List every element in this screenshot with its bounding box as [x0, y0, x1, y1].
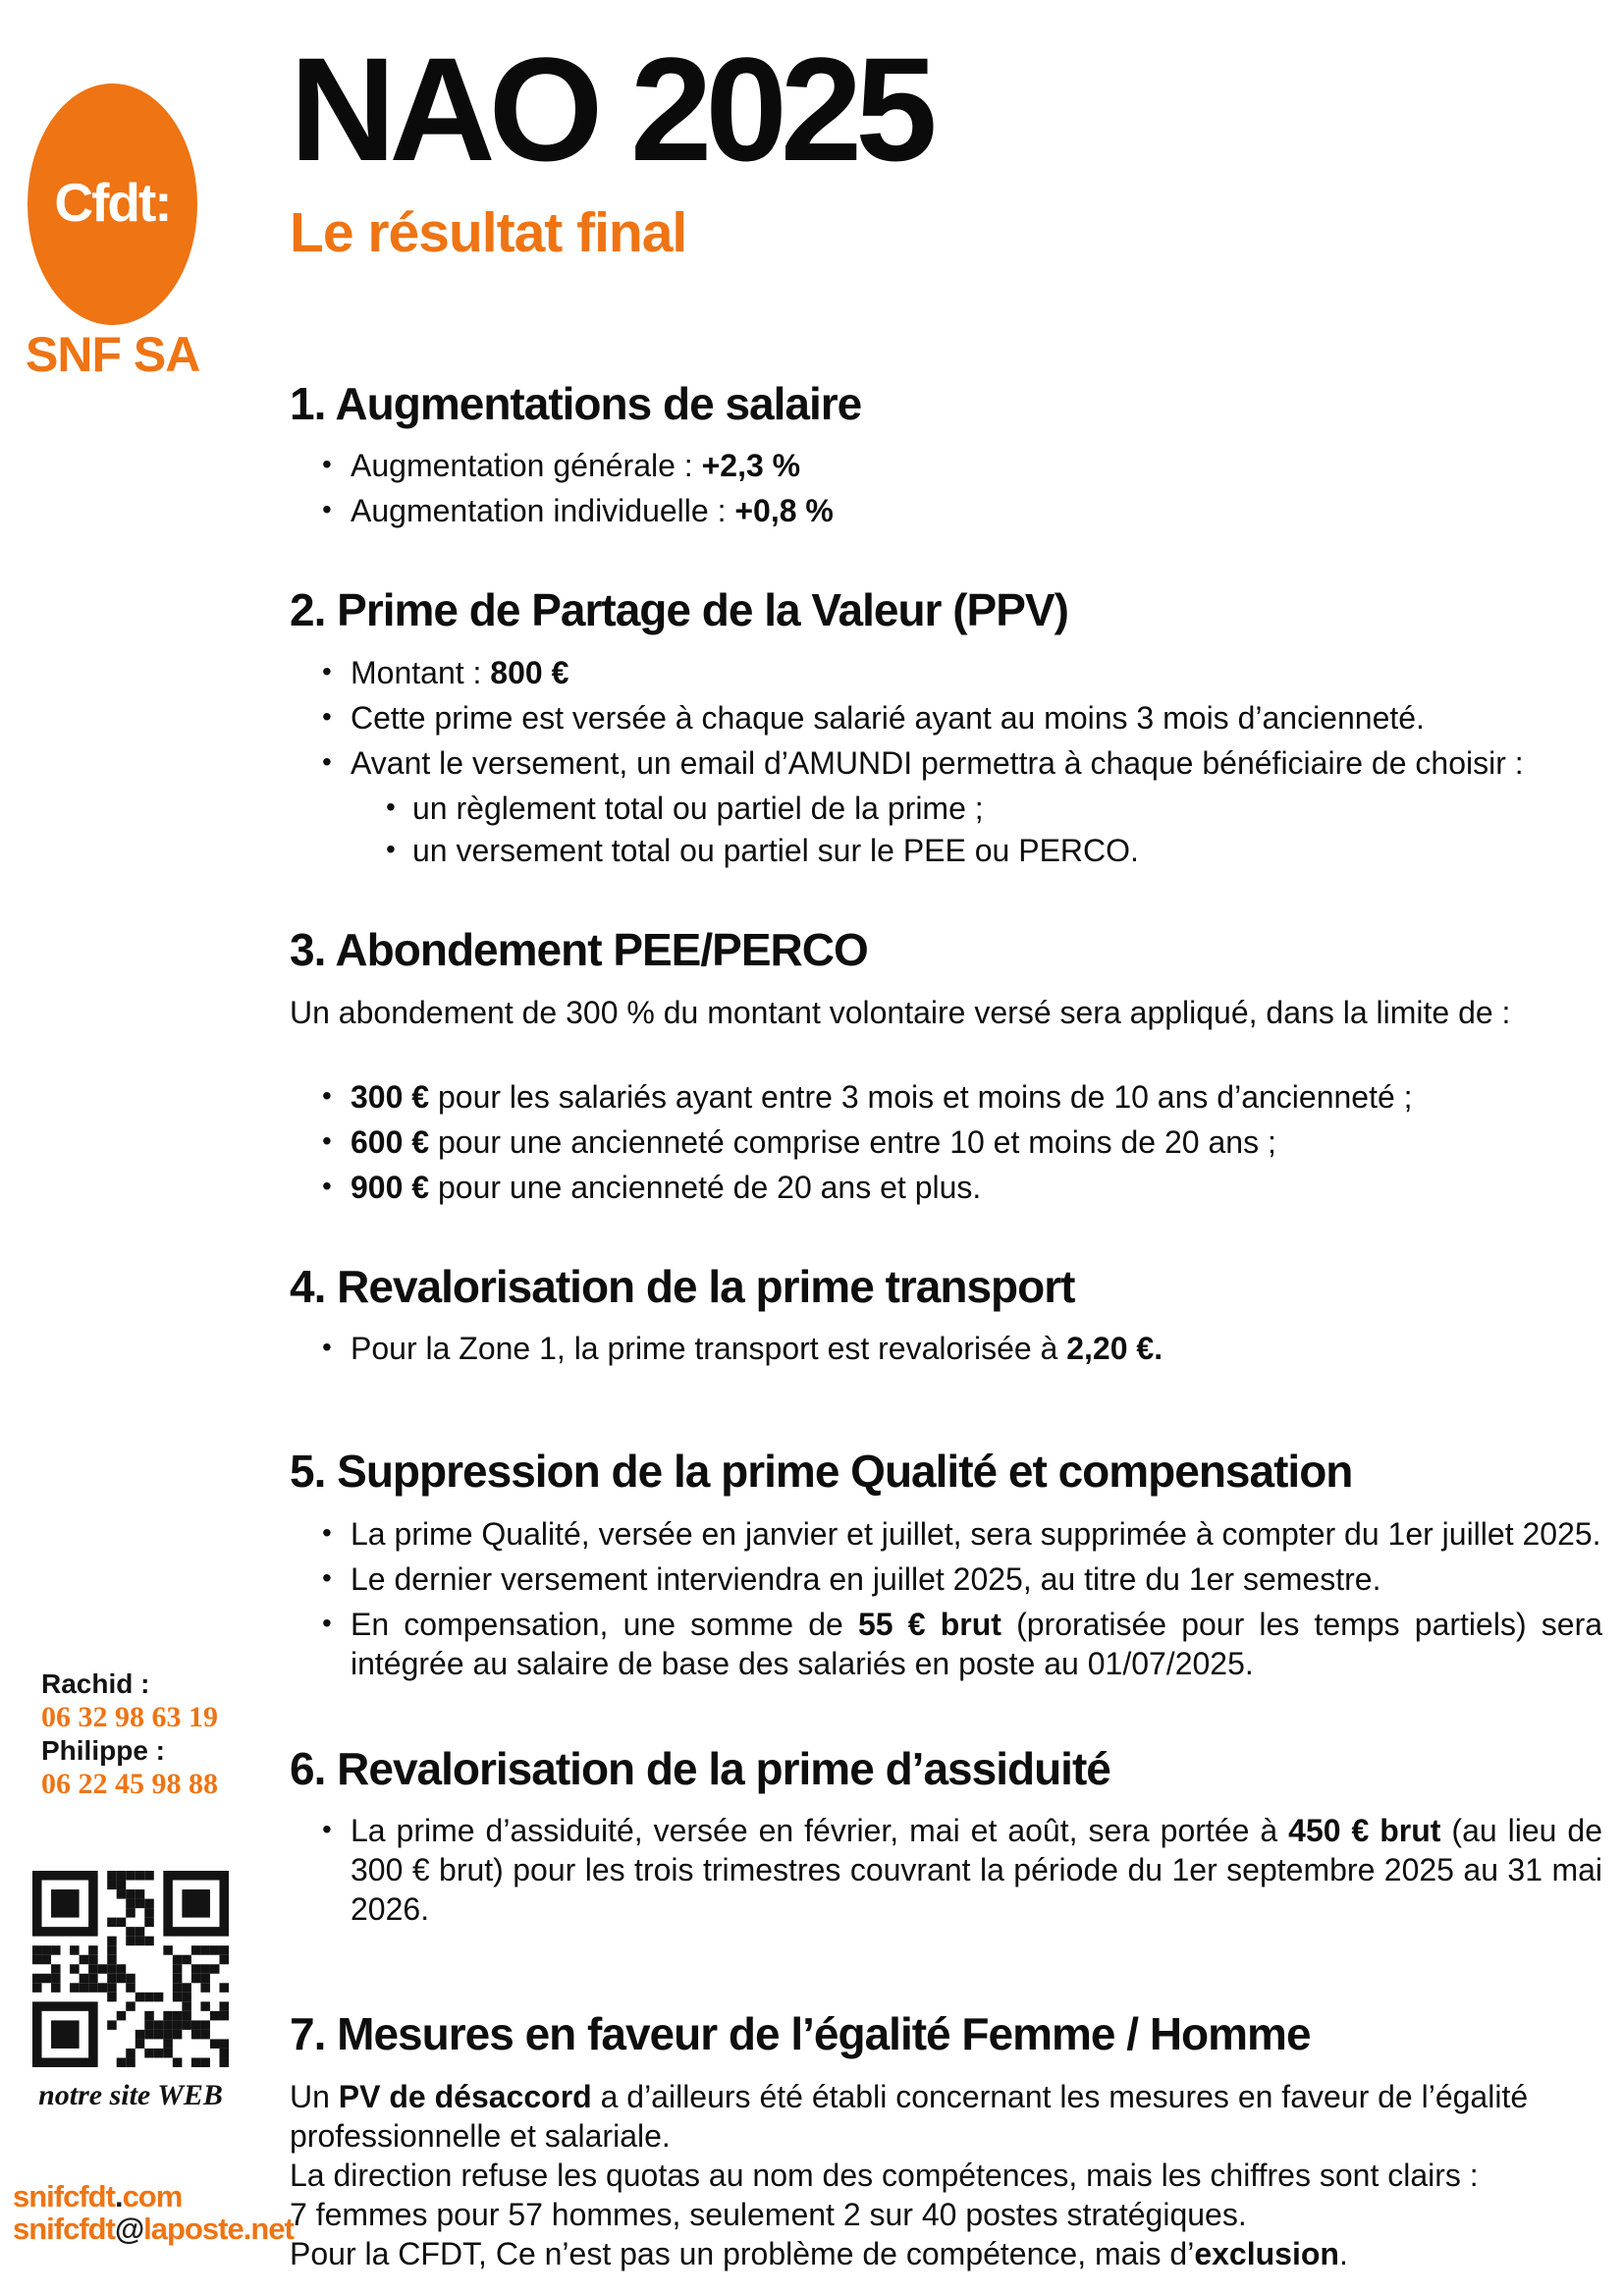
- text-segment: (au lieu de 300 € brut) pour les trois trimestres couvrant la période du 1er septembre 2025 au 31 mai 2026.: [351, 1813, 1603, 1928]
- text-segment: 300 €: [351, 1078, 430, 1115]
- bullet-marker: •: [322, 1170, 332, 1201]
- item-text: [412, 833, 1139, 868]
- text-segment: Avant le versement, un email d’AMUNDI permettra à chaque bénéficiaire de choisir :: [351, 745, 1524, 782]
- item-text: [412, 791, 984, 826]
- item-text: [290, 2079, 1528, 2154]
- item-text: [351, 743, 1602, 783]
- text-segment: Un: [290, 2079, 339, 2114]
- contact-name: Philippe :: [41, 1735, 165, 1766]
- contact-name: Rachid :: [41, 1668, 150, 1699]
- text-segment: Le dernier versement interviendra en juillet 2025, au titre du 1er semestre.: [351, 1560, 1381, 1597]
- text-segment: pour les salariés ayant entre 3 mois et moins de 10 ans d’ancienneté ;: [429, 1078, 1413, 1115]
- paragraph: [290, 2077, 1602, 2156]
- text-segment: Un abondement de 300 % du montant volontaire versé sera appliqué, dans la limite de :: [290, 994, 1511, 1030]
- bullet-item: [290, 1329, 1602, 1368]
- item-text: [290, 2197, 1247, 2232]
- bullet-marker: •: [322, 656, 332, 687]
- text-segment: En compensation, une somme de: [351, 1606, 858, 1642]
- footer-link[interactable]: [13, 2180, 294, 2213]
- bullet-item: [290, 1605, 1602, 1683]
- paragraph: [290, 2195, 1602, 2234]
- text-segment: La prime d’assiduité, versée en février, mai et août, sera portée à: [351, 1813, 1289, 1849]
- text-segment: snifcfdt: [13, 2212, 115, 2246]
- text-segment: 2,20 €.: [1066, 1331, 1163, 1367]
- bullet-marker: •: [322, 494, 332, 525]
- item-text: [351, 655, 568, 690]
- footer-links: [13, 2180, 294, 2245]
- text-segment: La prime Qualité, versée en janvier et juillet, sera supprimée à compter du 1er juillet 2025.: [351, 1515, 1601, 1552]
- bullet-marker: •: [386, 792, 396, 823]
- item-text: [351, 1331, 1163, 1366]
- item-text: [290, 2158, 1479, 2193]
- contact-phone: 06 22 45 98 88: [41, 1768, 218, 1800]
- text-segment: exclusion: [1194, 2236, 1339, 2271]
- text-segment: @: [114, 2212, 144, 2246]
- section-heading: 7. Mesures en faveur de l’égalité Femme / Homme: [290, 2008, 1311, 2060]
- item-text: [351, 1811, 1602, 1929]
- text-segment: La direction refuse les quotas au nom des compétences, mais les chiffres sont clairs :: [290, 2158, 1479, 2193]
- item-text: [351, 1170, 981, 1205]
- bullet-marker: •: [322, 1079, 332, 1111]
- text-segment: +0,8 %: [734, 493, 834, 529]
- bullet-marker: •: [322, 1607, 332, 1638]
- text-segment: un versement total ou partiel sur le PEE ou PERCO.: [412, 833, 1139, 869]
- item-text: [351, 493, 834, 528]
- org-name: SNF SA: [26, 327, 200, 382]
- main-content: [290, 27, 1603, 2273]
- cfdt-logo: [27, 83, 197, 325]
- bullet-marker: •: [322, 701, 332, 733]
- item-text: [351, 1079, 1413, 1115]
- section-heading: 1. Augmentations de salaire: [290, 377, 862, 429]
- contacts: [41, 1667, 218, 1801]
- bullet-item: [290, 1514, 1602, 1554]
- bullet-item: [290, 446, 1602, 485]
- bullet-item: [290, 789, 1602, 828]
- text-segment: 900 €: [351, 1169, 430, 1205]
- item-text: [351, 1605, 1602, 1683]
- text-segment: Pour la Zone 1, la prime transport est revalorisée à: [351, 1331, 1067, 1367]
- bullet-marker: •: [386, 834, 396, 865]
- page-subtitle: Le résultat final: [290, 201, 687, 264]
- bullet-item: [290, 653, 1602, 692]
- text-segment: 450 € brut: [1288, 1813, 1441, 1849]
- section: [290, 379, 1602, 531]
- item-text: [351, 698, 1602, 738]
- bullet-marker: •: [322, 1814, 332, 1845]
- text-segment: a d’ailleurs été établi concernant les mesures en faveur de l’égalité professionnelle et salariale.: [290, 2079, 1529, 2154]
- text-segment: Augmentation générale :: [351, 448, 702, 484]
- section-heading: 3. Abondement PEE/PERCO: [290, 924, 868, 976]
- qr-block: [32, 1871, 229, 2112]
- sections: [290, 379, 1602, 2273]
- bullet-item: [290, 1122, 1602, 1162]
- section-heading: 5. Suppression de la prime Qualité et compensation: [290, 1446, 1353, 1498]
- bullet-marker: •: [322, 1332, 332, 1363]
- footer-link[interactable]: [13, 2213, 294, 2245]
- text-segment: pour une ancienneté de 20 ans et plus.: [429, 1169, 982, 1205]
- bullet-item: [290, 1168, 1602, 1207]
- text-segment: .: [114, 2179, 123, 2214]
- bullet-item: [290, 1811, 1602, 1929]
- paragraph: [290, 2234, 1602, 2273]
- text-segment: PV de désaccord: [338, 2079, 592, 2114]
- paragraph: [290, 2156, 1602, 2195]
- contact-phone: 06 32 98 63 19: [41, 1701, 218, 1733]
- text-segment: Montant :: [351, 655, 491, 691]
- section-heading: 4. Revalorisation de la prime transport: [290, 1260, 1075, 1312]
- text-segment: snifcfdt: [13, 2179, 115, 2214]
- paragraph: [290, 993, 1602, 1032]
- text-segment: Augmentation individuelle :: [351, 493, 735, 529]
- qr-code: [32, 1871, 229, 2067]
- section: [290, 1447, 1602, 1683]
- text-segment: 55 € brut: [857, 1606, 1001, 1642]
- text-segment: (proratisée pour les temps partiels) sera intégrée au salaire de base des salariés en poste au 01/07/2025.: [351, 1606, 1603, 1681]
- page-title: NAO 2025: [290, 27, 931, 191]
- text-segment: com: [122, 2179, 183, 2214]
- item-text: [351, 448, 800, 483]
- text-segment: Cette prime est versée à chaque salarié ayant au moins 3 mois d’ancienneté.: [351, 700, 1425, 737]
- section: [290, 925, 1602, 1207]
- item-text: [351, 1561, 1380, 1597]
- text-segment: +2,3 %: [701, 448, 801, 484]
- section-heading: 6. Revalorisation de la prime d’assiduité: [290, 1742, 1110, 1794]
- item-text: [351, 1514, 1602, 1554]
- text-segment: 800 €: [490, 655, 569, 691]
- section: [290, 1744, 1602, 1930]
- bullet-marker: •: [322, 449, 332, 480]
- section: [290, 1262, 1602, 1369]
- bullet-item: [290, 743, 1602, 783]
- cfdt-logo-text: Cfdt:: [54, 171, 171, 233]
- item-text: [290, 2236, 1348, 2271]
- text-segment: un règlement total ou partiel de la prime ;: [412, 791, 984, 827]
- bullet-marker: •: [322, 746, 332, 778]
- bullet-item: [290, 1077, 1602, 1117]
- bullet-marker: •: [322, 1561, 332, 1593]
- bullet-item: [290, 1559, 1602, 1599]
- bullet-item: [290, 831, 1602, 870]
- section: [290, 585, 1602, 870]
- qr-caption: notre site WEB: [38, 2079, 223, 2111]
- text-segment: 600 €: [351, 1123, 430, 1160]
- text-segment: laposte.net: [143, 2212, 294, 2246]
- text-segment: 7 femmes pour 57 hommes, seulement 2 sur 40 postes stratégiques.: [290, 2197, 1247, 2232]
- text-segment: pour une ancienneté comprise entre 10 et moins de 20 ans ;: [429, 1123, 1276, 1160]
- bullet-item: [290, 491, 1602, 530]
- bullet-item: [290, 698, 1602, 738]
- item-text: [290, 995, 1510, 1030]
- text-segment: Pour la CFDT, Ce n’est pas un problème de compétence, mais d’: [290, 2236, 1195, 2271]
- bullet-marker: •: [322, 1124, 332, 1156]
- section-heading: 2. Prime de Partage de la Valeur (PPV): [290, 584, 1068, 636]
- bullet-marker: •: [322, 1516, 332, 1548]
- text-segment: .: [1338, 2236, 1348, 2271]
- item-text: [351, 1124, 1276, 1160]
- section: [290, 2009, 1602, 2273]
